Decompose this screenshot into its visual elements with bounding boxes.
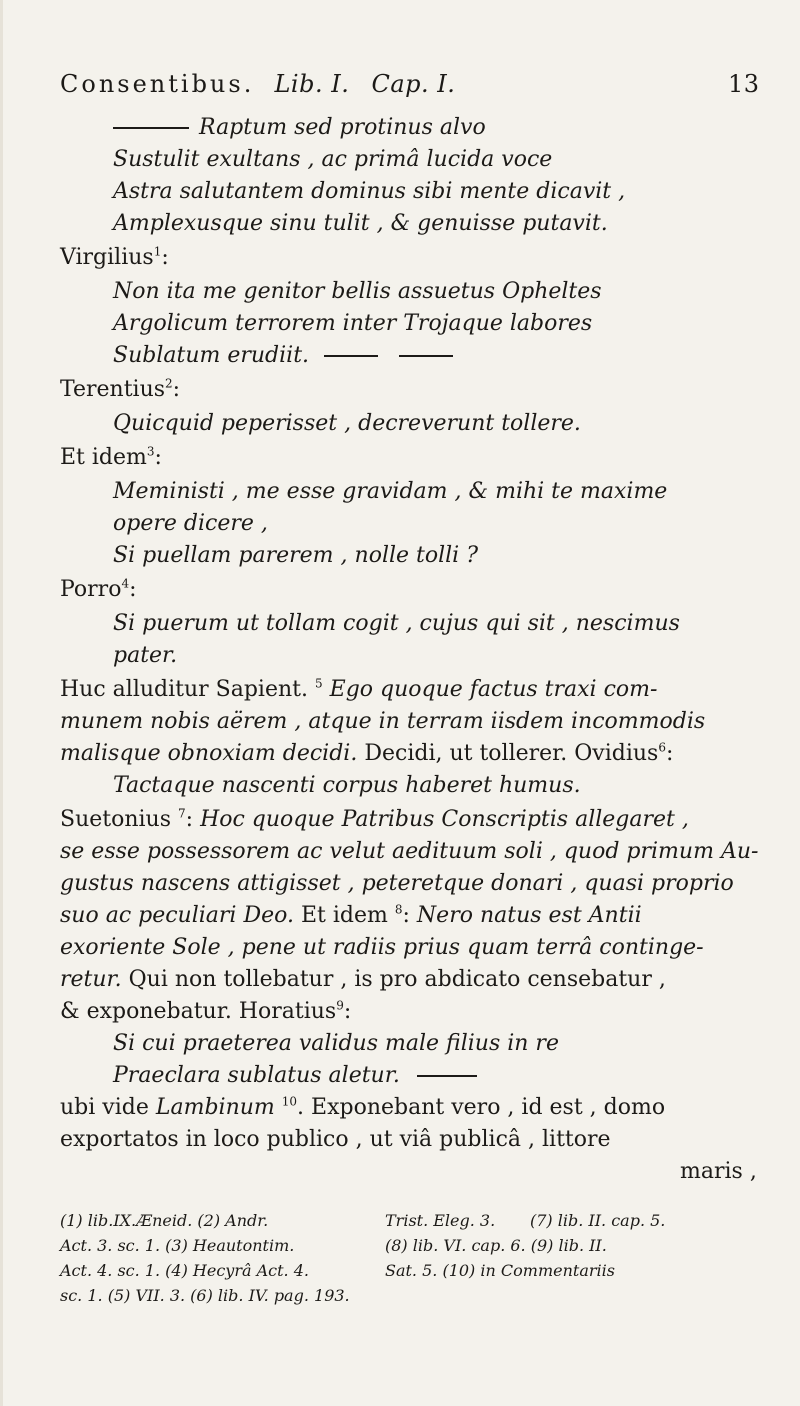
text-line: exoriente Sole , pene ut radiis prius quam terrâ continge- <box>60 935 704 960</box>
running-header <box>60 70 455 98</box>
footnote-line: Sat. 5. (10) in Commentariis <box>385 1261 615 1280</box>
text-line: & exponebatur. Horatius$^9$: <box>60 998 352 1024</box>
text-line: retur. Qui non tollebatur , is pro abdicato censebatur , <box>60 967 666 992</box>
footnote-line: sc. 1. (5) VII. 3. (6) lib. IV. pag. 193. <box>60 1286 350 1305</box>
text-line: Astra salutantem dominus sibi mente dicavit , <box>113 179 626 204</box>
text-line: Et idem$^3$: <box>60 444 162 470</box>
footnote-line: (1) lib.IX.Æneid. (2) Andr. <box>60 1211 269 1230</box>
text-line: pater. <box>113 643 178 668</box>
rule <box>113 127 189 129</box>
text-line: suo ac peculiari Deo. Et idem $^8$: Nero natus est Antii <box>60 902 642 928</box>
rule <box>399 355 453 357</box>
rule <box>324 355 378 357</box>
text-line: se esse possessorem ac velut aedituum soli , quod primum Au- <box>60 839 759 864</box>
page-edge <box>0 0 3 1406</box>
footnote-line: (8) lib. VI. cap. 6. (9) lib. II. <box>385 1236 607 1255</box>
text-line: Suetonius $^7$: Hoc quoque Patribus Conscriptis allegaret , <box>60 806 689 832</box>
text-line: munem nobis aërem , atque in terram iisdem incommodis <box>60 709 706 734</box>
text-line: Terentius$^2$: <box>60 376 181 402</box>
footnote-line: Act. 3. sc. 1. (3) Heautontim. <box>60 1236 295 1255</box>
text-line: Virgilius$^1$: <box>60 244 169 270</box>
text-line: Argolicum terrorem inter Trojaque labores <box>113 311 593 336</box>
text-line: exportatos in loco publico , ut viâ publicâ , littore <box>60 1127 611 1152</box>
text-line: Sublatum erudiit. <box>113 342 453 370</box>
text-line: Sustulit exultans , ac primâ lucida voce <box>113 147 553 172</box>
catchword: maris , <box>680 1159 757 1184</box>
chapter-number: Cap. I. <box>371 70 456 98</box>
text-line: Porro$^4$: <box>60 576 137 602</box>
text-line: Amplexusque sinu tulit , & genuisse putavit. <box>113 211 608 236</box>
text-line: Quicquid peperisset , decreverunt tollere. <box>113 411 581 436</box>
text-line: opere dicere , <box>113 511 268 536</box>
text-line: Si puerum ut tollam cogit , cujus qui sit , nescimus <box>113 611 680 636</box>
text-line: gustus nascens attigisset , peteretque donari , quasi proprio <box>60 871 734 896</box>
rule <box>417 1075 477 1077</box>
text-line: Huc alluditur Sapient. $^5$ Ego quoque factus traxi com- <box>60 676 658 702</box>
text-line: Meministi , me esse gravidam , & mihi te maxime <box>113 479 668 504</box>
text-line: Non ita me genitor bellis assuetus Opheltes <box>113 279 602 304</box>
footnote-line: Act. 4. sc. 1. (4) Hecyrâ Act. 4. <box>60 1261 309 1280</box>
running-title: Consentibus. <box>60 70 255 98</box>
text-line: Raptum sed protinus alvo <box>113 114 486 142</box>
text-line: malisque obnoxiam decidi. Decidi, ut tollerer. Ovidius$^6$: <box>60 740 674 766</box>
text-line: Praeclara sublatus aletur. <box>113 1062 477 1090</box>
text-line: Si puellam parerem , nolle tolli ? <box>113 543 479 568</box>
text-line: Si cui praeterea validus male filius in re <box>113 1031 559 1056</box>
page-number: 13 <box>728 70 760 98</box>
text-line: Tactaque nascenti corpus haberet humus. <box>113 773 581 798</box>
book-number: Lib. I. <box>274 70 350 98</box>
text-line: ubi vide Lambinum $^{10}$. Exponebant vero , id est , domo <box>60 1094 666 1120</box>
footnote-line: Trist. Eleg. 3. <box>385 1211 496 1230</box>
footnote-line: (7) lib. II. cap. 5. <box>530 1211 666 1230</box>
